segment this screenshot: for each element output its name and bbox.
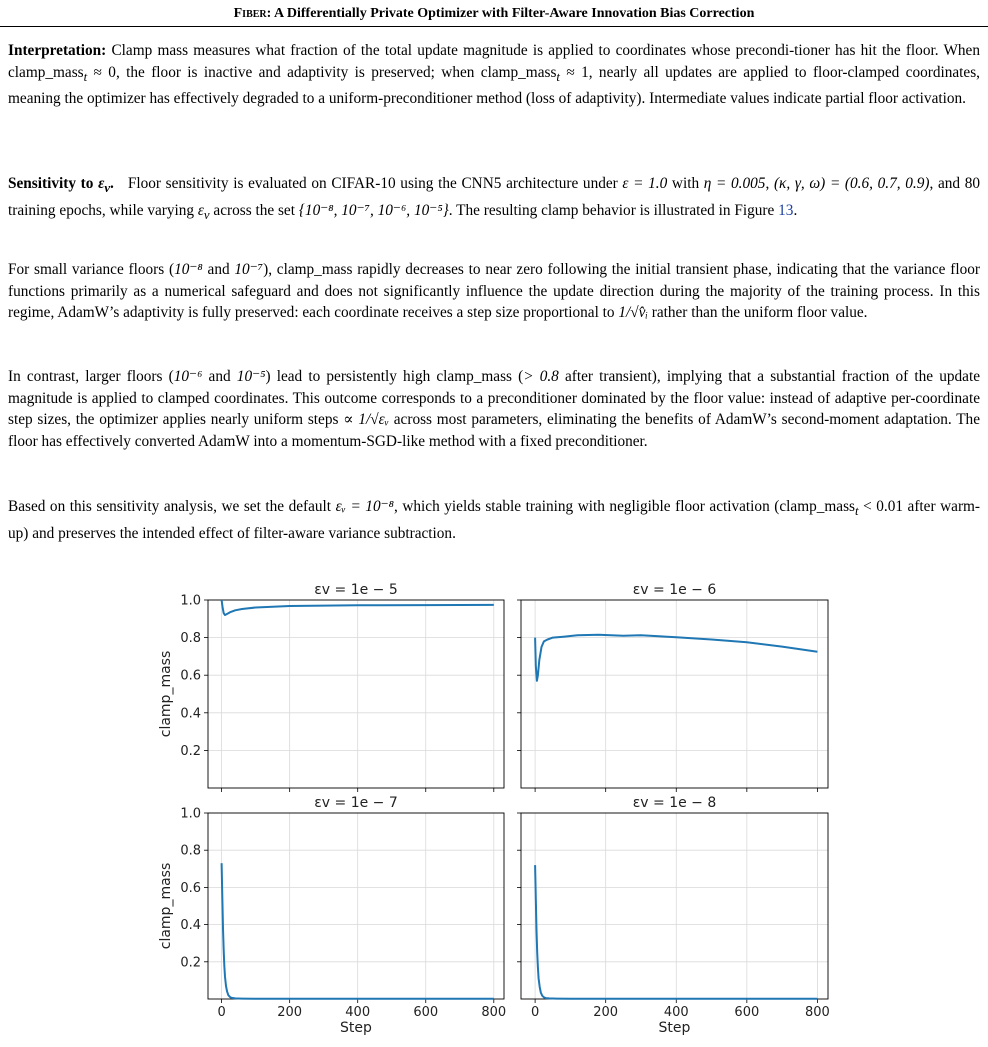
figure-reference-link[interactable]: 13	[778, 201, 794, 219]
subplot-title: εv = 1e − 5	[314, 582, 398, 598]
default-math-2-sub: t	[854, 504, 859, 519]
small-floors-text-2: and	[202, 261, 235, 278]
default-text-3: after warm-up) and preserves the intended effect of filter-aware variance subtraction.	[8, 498, 981, 542]
default-choice-paragraph	[8, 496, 980, 544]
y-tick-label: 0.2	[180, 955, 201, 971]
sensitivity-math-4: ε	[197, 201, 204, 219]
small-floors-text-3: ), clamp_mass rapidly decreases to near zero following the initial transient phase, indicating that the variance floor functions primarily as a numerical safeguard and does not significantly influence the update direction during the majority of the training process. In this regime, AdamW’s adaptivity is fully preserved: each coordinate receives a step size proportional to	[8, 261, 980, 322]
sensitivity-text-4: , and 80 training epochs, while varying	[8, 175, 981, 219]
header-title-smallcaps: Fiber	[233, 6, 267, 21]
default-math-2: clamp_mass	[779, 498, 855, 515]
y-tick-label: 0.8	[180, 631, 201, 647]
interpretation-math-2-rel: ≈ 1	[559, 63, 589, 81]
y-tick-label: 0.4	[180, 706, 201, 722]
x-tick-label: 600	[734, 1005, 760, 1020]
large-floors-text-3: ) lead to persistently high clamp_mass (	[265, 368, 524, 385]
subplot-title: εv = 1e − 7	[314, 795, 398, 811]
y-tick-label: 0.6	[180, 880, 201, 896]
large-floors-math-3: > 0.8	[523, 368, 559, 385]
small-floors-math-1: 10⁻⁸	[174, 261, 203, 278]
y-tick-label: 0.2	[180, 743, 201, 759]
sensitivity-lead-text: Sensitivity to	[8, 175, 99, 192]
default-text-1: Based on this sensitivity analysis, we set the default	[8, 498, 336, 515]
sensitivity-text-2: with	[667, 175, 704, 192]
interpretation-math-1: clamp_mass	[8, 63, 84, 81]
subplot-title: εv = 1e − 8	[632, 795, 717, 811]
sensitivity-lead-end: .	[110, 175, 114, 192]
header-title-rest: : A Differentially Private Optimizer with Filter-Aware Innovation Bias Correction	[266, 6, 755, 21]
sensitivity-paragraph	[8, 173, 980, 226]
large-floors-text-1: In contrast, larger floors (	[8, 368, 174, 385]
sensitivity-math-2: η = 0.005	[703, 175, 766, 192]
interpretation-math-2-sub: t	[556, 69, 560, 84]
x-tick-label: 400	[663, 1005, 689, 1020]
sensitivity-math-1: ε = 1.0	[622, 175, 668, 192]
axes-frame	[521, 600, 828, 788]
small-floors-paragraph	[8, 259, 980, 324]
x-tick-label: 400	[345, 1005, 371, 1020]
sensitivity-lead-math: ε	[98, 175, 105, 192]
small-floors-text-1: For small variance floors (	[8, 261, 175, 278]
default-text-2: , which yields stable training with negligible floor activation (	[394, 498, 780, 515]
sensitivity-math-5: {10⁻⁸, 10⁻⁷, 10⁻⁶, 10⁻⁵}	[298, 201, 449, 219]
subplot-1	[158, 582, 504, 792]
x-tick-label: 200	[277, 1005, 303, 1020]
x-tick-label: 0	[217, 1005, 226, 1020]
subplot-4	[517, 795, 830, 1036]
y-tick-label: 1.0	[180, 806, 201, 822]
axes-frame	[208, 813, 504, 999]
y-tick-label: 0.4	[180, 918, 201, 934]
sensitivity-math-4-sub: v	[203, 207, 210, 222]
sensitivity-math-3: (κ, γ, ω) = (0.6, 0.7, 0.9)	[773, 175, 930, 192]
y-tick-label: 0.6	[180, 668, 201, 684]
interpretation-math-1-sub: t	[83, 69, 88, 84]
y-tick-label: 0.8	[180, 843, 201, 859]
interpretation-text-2: , the floor is inactive and adaptivity is preserved; when	[115, 63, 481, 81]
running-header	[0, 0, 988, 27]
small-floors-text-4: rather than the uniform floor value.	[647, 304, 868, 322]
large-floors-text-4: after transient), implying that a substantial fraction of the update magnitude is applied to clamped coordinates. This outcome corresponds to a preconditioner dominated by the floor value: instead of adaptive per-coordinate step sizes, the optimizer applies nearly uniform steps	[8, 368, 980, 429]
large-floors-text-2: and	[202, 368, 237, 385]
clamp-mass-figure-svg	[150, 572, 840, 1047]
sensitivity-lead	[8, 175, 114, 196]
subplot-2	[517, 582, 828, 792]
interpretation-text-1: Clamp mass measures what fraction of the total update magnitude is applied to coordinates whose precondi-tioner has hit the floor. When	[106, 42, 980, 59]
interpretation-paragraph	[8, 40, 980, 110]
large-floors-math-2: 10⁻⁵	[236, 368, 266, 385]
default-math-2-rel: < 0.01	[858, 498, 904, 515]
interpretation-math-2: clamp_mass	[480, 63, 557, 81]
subplot-title: εv = 1e − 6	[632, 582, 717, 598]
large-floors-paragraph	[8, 366, 980, 452]
sensitivity-text-3: ,	[765, 175, 774, 192]
sensitivity-text-7: .	[793, 201, 798, 219]
y-axis-label: clamp_mass	[158, 650, 174, 738]
x-tick-label: 600	[413, 1005, 439, 1020]
axes-frame	[521, 813, 828, 999]
sensitivity-text-6: . The resulting clamp behavior is illustrated in Figure	[448, 201, 779, 219]
sensitivity-text-5: across the set	[209, 201, 299, 219]
large-floors-text-5: across most parameters, eliminating the benefits of AdamW’s second-moment adaptation. The floor has effectively converted AdamW into a momentum-SGD-like method with a fixed preconditioner.	[8, 411, 980, 450]
large-floors-math-4: ∝ 1/√εᵥ	[343, 411, 389, 429]
figure-13	[150, 572, 840, 1047]
axes-frame	[208, 600, 504, 788]
y-axis-label: clamp_mass	[158, 862, 174, 950]
interpretation-lead: Interpretation:	[8, 42, 107, 59]
x-tick-label: 200	[593, 1005, 619, 1020]
x-axis-label: Step	[658, 1020, 691, 1036]
subplot-3	[158, 795, 506, 1036]
small-floors-math-3: 1/√v̂ᵢ	[618, 304, 648, 322]
x-tick-label: 800	[481, 1005, 507, 1020]
interpretation-text-3: , nearly all updates are applied to floor-clamped coordinates, meaning the optimizer has effectively degraded to a uniform-preconditioner method (loss of adaptivity). Intermediate values indicate partial floor activation.	[8, 63, 980, 108]
sensitivity-lead-sub: v	[104, 181, 111, 196]
default-math-1: εᵥ = 10⁻⁸	[335, 498, 394, 515]
y-tick-label: 1.0	[180, 593, 201, 609]
x-tick-label: 0	[530, 1005, 540, 1020]
large-floors-math-1: 10⁻⁶	[173, 368, 203, 385]
interpretation-math-1-rel: ≈ 0	[87, 63, 116, 81]
sensitivity-text-1: Floor sensitivity is evaluated on CIFAR-10 using the CNN5 architecture under	[113, 175, 623, 192]
x-tick-label: 800	[804, 1005, 830, 1020]
small-floors-math-2: 10⁻⁷	[234, 261, 264, 278]
x-axis-label: Step	[340, 1020, 372, 1036]
